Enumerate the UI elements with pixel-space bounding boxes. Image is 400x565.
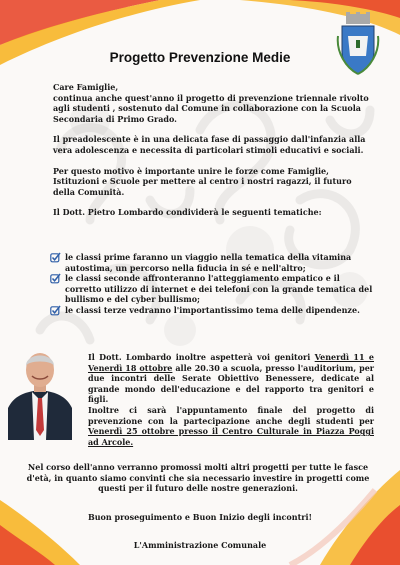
event-date-2: Venerdì 25 ottobre presso il Centro Culturale in Piazza Poggi ad Arcole. (88, 426, 374, 447)
greeting-text: Care Famiglie, (53, 82, 119, 92)
speaker-photo (8, 340, 72, 440)
topic-text: le classi prime faranno un viaggio nella tematica della vitamina autostima, un percorso nella fiducia in sé e nell'altro; (65, 252, 352, 273)
intro-paragraph-2: Il preadolescente è in una delicata fase di passaggio dall'infanzia alla vera adolescenza e necessita di particolari stimoli educativi e sociali. (53, 134, 366, 155)
topic-text: le classi terze vedranno l'importantissimo tema delle dipendenze. (65, 304, 360, 315)
topic-text: le classi seconde affronteranno l'atteggiamento empatico e il corretto utilizzo di internet e dei telefoni con la grande tematica del bullismo e del cyber bullismo; (65, 273, 373, 305)
event-text-3: Inoltre ci sarà l'appuntamento finale del progetto di prevenzione con la partecipazione anche degli studenti per (88, 404, 374, 426)
intro-block (53, 82, 373, 218)
event-text-2: alle 20.30 a scuola, presso l'auditorium, per due incontri delle Serate Obiettivo Benessere, dedicate al grande mondo dell'educazione e del rapporto tra genitori e figli. (88, 362, 375, 405)
closing-greeting: Buon proseguimento e Buon Inizio degli incontri! (87, 512, 313, 522)
event-text-1: Il Dott. Lombardo inoltre aspetterà voi genitori (88, 352, 315, 362)
list-item (50, 305, 375, 316)
municipal-crest-icon (336, 12, 380, 76)
closing-paragraph: Nel corso dell'anno verranno promossi molti altri progetti per tutte le fasce d'età, in quanto siamo convinti che sia necessario investire in progetti come questi per il futuro delle nostre generazioni. (26, 462, 370, 494)
list-item (50, 252, 375, 273)
checkbox-icon (50, 305, 61, 316)
event-date-1: Venerdì 11 e Venerdì 18 ottobre (88, 352, 374, 373)
page-title: Progetto Prevenzione Medie (109, 50, 291, 65)
event-block (88, 352, 374, 447)
intro-paragraph-3: Per questo motivo è importante unire le forze come Famiglie, Istituzioni e Scuole per mettere al centro i nostri ragazzi, il futuro della Comunità. (53, 165, 352, 197)
checkbox-icon (50, 273, 61, 284)
checkbox-icon (50, 252, 61, 263)
topics-list (50, 252, 375, 316)
signature: L'Amministrazione Comunale (133, 540, 267, 550)
intro-paragraph-1: continua anche quest'anno il progetto di prevenzione triennale rivolto agli studenti , sostenuto dal Comune in collaborazione con la Scuola Secondaria di Primo Grado. (53, 92, 369, 124)
list-item (50, 273, 375, 305)
intro-paragraph-4: Il Dott. Pietro Lombardo condividerà le seguenti tematiche: (53, 207, 322, 218)
